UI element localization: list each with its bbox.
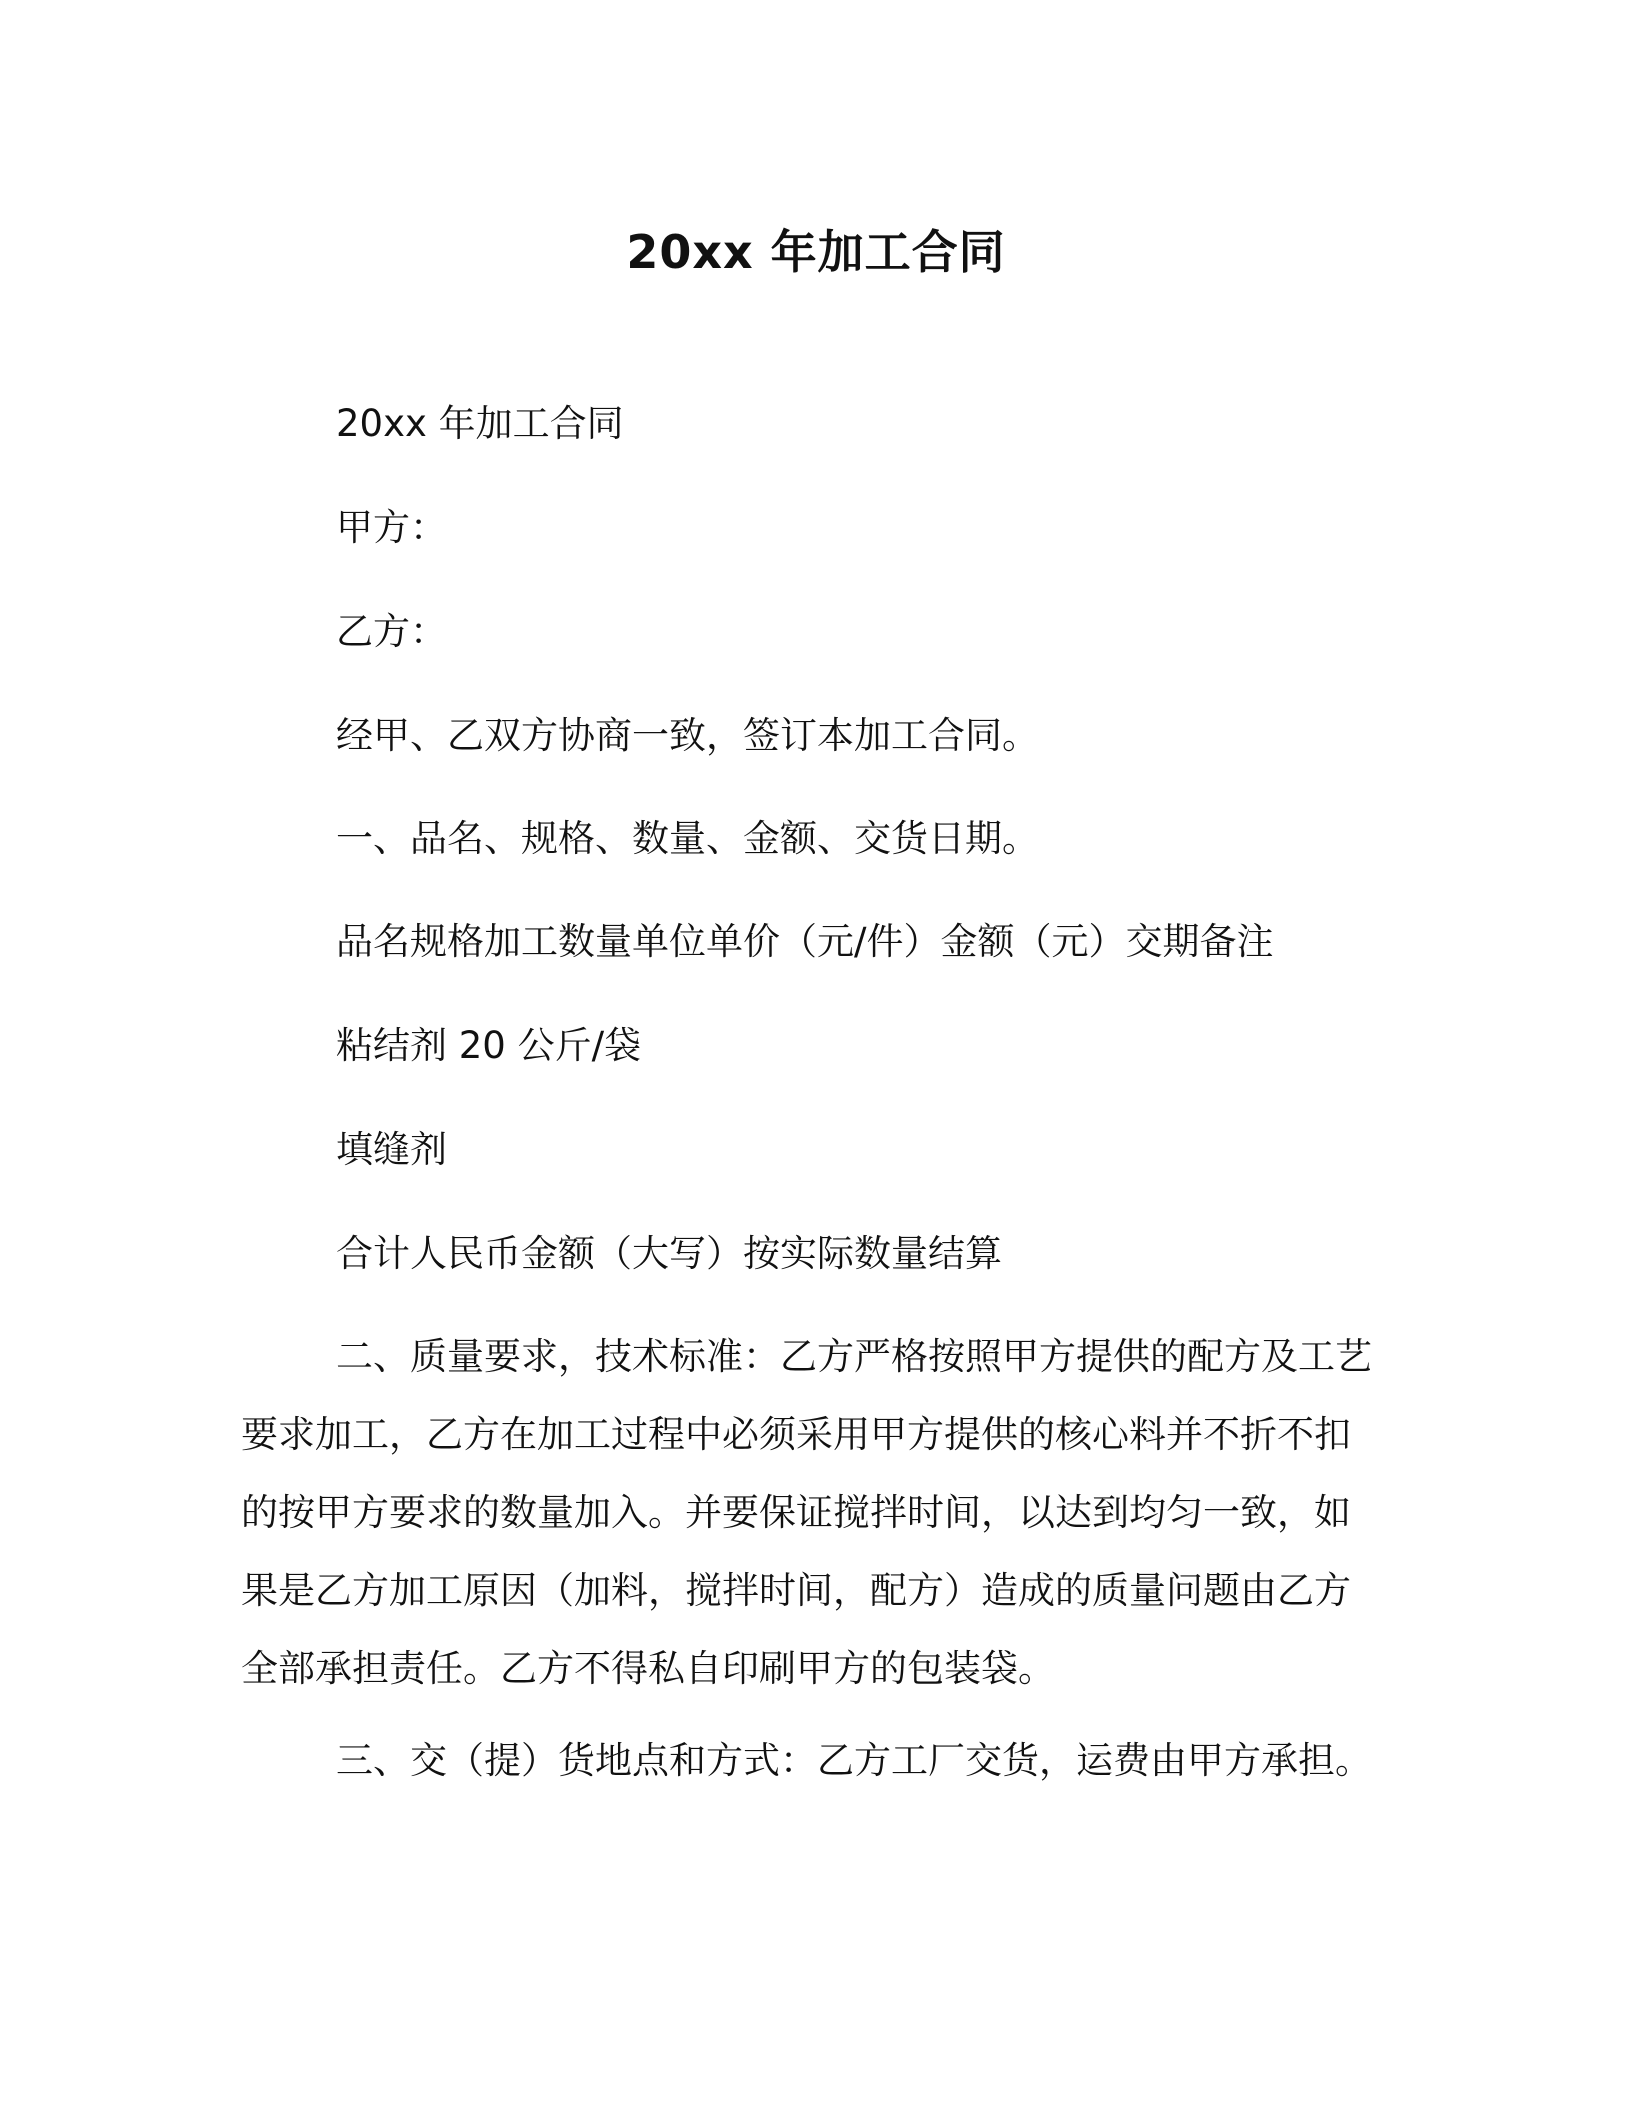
document-title: 20xx 年加工合同	[626, 225, 1006, 279]
quality-line: 二、质量要求，技术标准：乙方严格按照甲方提供的配方及工艺	[336, 1335, 1372, 1378]
section-one-heading: 一、品名、规格、数量、金额、交货日期。	[336, 817, 1039, 860]
total-amount-line: 合计人民币金额（大写）按实际数量结算	[336, 1232, 1002, 1275]
party-a-line: 甲方：	[336, 506, 447, 549]
contract-heading-line: 20xx 年加工合同	[336, 402, 624, 445]
item-table-header: 品名规格加工数量单位单价（元/件）金额（元）交期备注	[336, 920, 1274, 963]
quality-paragraph	[241, 1318, 1391, 1708]
section-three-delivery: 三、交（提）货地点和方式：乙方工厂交货，运费由甲方承担。	[336, 1739, 1372, 1782]
quality-line: 果是乙方加工原因（加料，搅拌时间，配方）造成的质量问题由乙方	[241, 1569, 1351, 1612]
agreement-line: 经甲、乙双方协商一致，签订本加工合同。	[336, 714, 1039, 757]
quality-line: 的按甲方要求的数量加入。并要保证搅拌时间，以达到均匀一致，如	[241, 1491, 1351, 1534]
item-grout: 填缝剂	[336, 1128, 447, 1171]
party-b-line: 乙方：	[336, 610, 447, 653]
item-adhesive: 粘结剂 20 公斤/袋	[336, 1024, 642, 1067]
quality-line: 全部承担责任。乙方不得私自印刷甲方的包装袋。	[241, 1647, 1055, 1690]
quality-line: 要求加工，乙方在加工过程中必须采用甲方提供的核心料并不折不扣	[241, 1413, 1351, 1456]
